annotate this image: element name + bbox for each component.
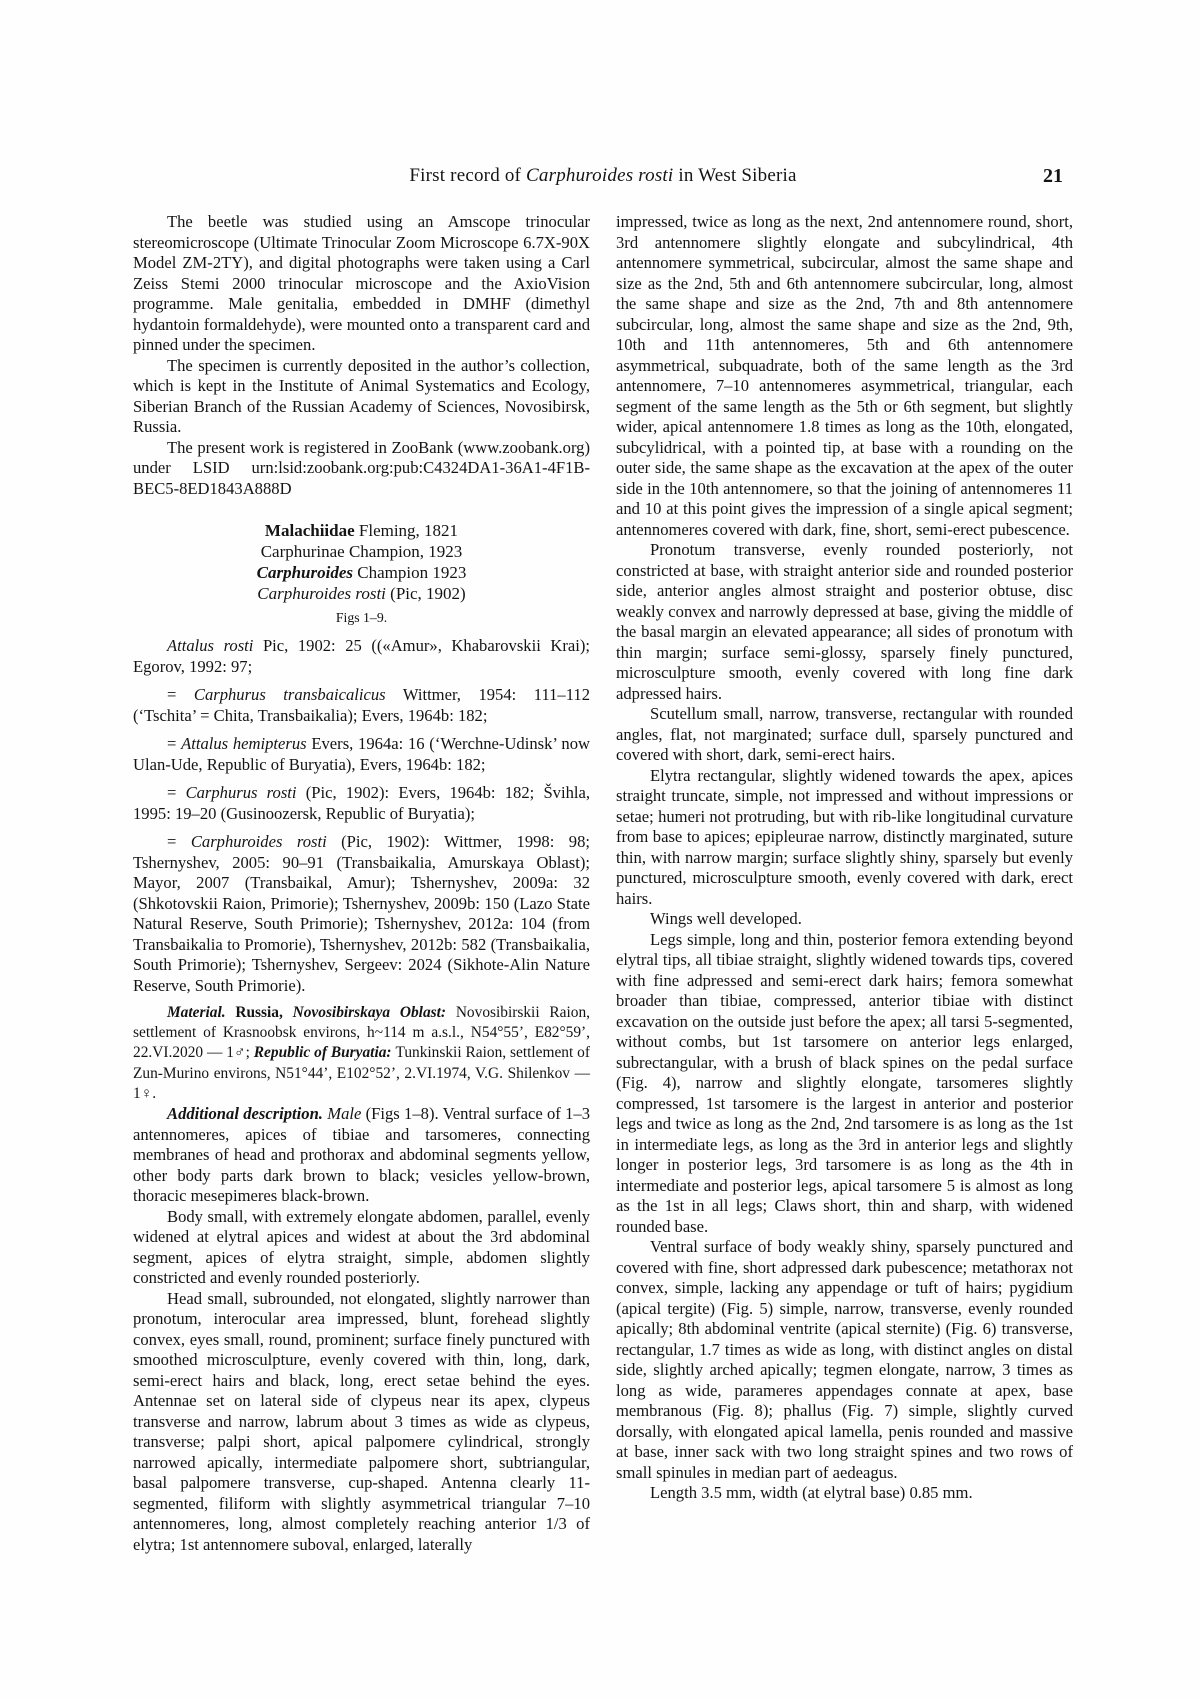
genus-name: Carphuroides — [256, 563, 354, 582]
species-heading — [133, 583, 590, 604]
description-paragraph: Pronotum transverse, evenly rounded posteriorly, not constricted at base, with straight anterior side and rounded posterior side, anterior angles almost straight and posterior obtuse, disc weakly convex and narrowly depressed at base, giving the middle of the basal margin an elevated appearance; all sides of pronotum with thin margin; surface semi-glossy, sparsely finely punctured, microsculpture smooth, evenly covered with long fine dark adpressed hairs. — [616, 540, 1073, 703]
synonymy-entry: = Attalus hemipterus Evers, 1964a: 16 (‘Werchne-Udinsk’ now Ulan-Ude, Republic of Buryatia), Evers, 1964b: 182; — [133, 734, 590, 774]
species-author: (Pic, 1902) — [385, 584, 466, 603]
synonym-name: Carphurus transbaicalicus — [193, 685, 386, 704]
running-title-species: Carphuroides rosti — [526, 165, 674, 186]
description-paragraph: Body small, with extremely elongate abdomen, parallel, evenly widened at elytral apices and widest at about the 3rd abdominal segment, apices of elytra straight, simple, abdomen slightly constricted and evenly rounded posteriorly. — [133, 1206, 590, 1288]
description-paragraph: Elytra rectangular, slightly widened towards the apex, apices straight truncate, simple, not impressed and without impressions or setae; humeri not protruding, but with rib-like longitudinal curvature from base to apices; epipleurae narrow, distinctly marginated, suture thin, with narrow margin; surface slightly shiny, sparsely but evenly punctured, microsculpture smooth, evenly covered with dark, erect hairs. — [616, 765, 1073, 908]
subfamily-heading: Carphurinae Champion, 1923 — [260, 542, 463, 561]
synonym-name: Carphuroides rosti — [190, 832, 327, 851]
synonymy-entry: = Carphurus transbaicalicus Wittmer, 1954: 111–112 (‘Tschita’ = Chita, Transbaikalia); Evers, 1964b: 182; — [133, 685, 590, 725]
running-title-prefix: First record of — [409, 165, 527, 186]
page-number: 21 — [1043, 165, 1063, 187]
family-name: Malachiidae — [264, 521, 355, 540]
synonym-citation: (Pic, 1902): Wittmer, 1998: 98; Tshernyshev, 2005: 90–91 (Transbaikalia, Amurskaya Oblast); Mayor, 2007 (Transbaikal, Amur); Tshernyshev, 2009a: 32 (Shkotovskii Raion, Primorie); Tshernyshev, 2009b: 150 (Lazo State Natural Reserve, South Primorie); Tshernyshev, 2012a: 104 (from Transbaikalia to Promorie), Tshernyshev, 2012b: 582 (Transbaikalia, South Primorie); Tshernyshev, Sergeev: 2024 (Sikhote-Alin Nature Reserve, South Primorie). — [133, 832, 590, 995]
running-title-suffix: in West Siberia — [673, 165, 797, 186]
description-paragraph-continued: impressed, twice as long as the next, 2nd antennomere round, short, 3rd antennomere slightly elongate and subcylindrical, 4th antennomere symmetrical, subcircular, almost the same shape and size as the 2nd, 5th and 6th antennomere subcircular, long, almost the same shape and size as the 2nd, 7th and 8th antennomere subcircular, long, almost the same shape and size as the 2nd, 9th, 10th and 11th antennomeres, 5th and 6th antennomere asymmetrical, subquadrate, both of the same length as the 3rd antennomere, 7–10 antennomeres asymmetrical, triangular, each segment of the same length as the 5th or 6th segment, but slightly wider, apical antennomere 1.8 times as long as the 10th, elongated, subcylidrical, with a pointed tip, at base with a rounding on the outer side, the same shape as the excavation at the apex of the outer side in the 10th antennomere, so that the joining of antennomeres 11 and 10 at this point gives the impression of a single apical segment; antennomeres covered with dark, fine, short, semi-erect pubescence. — [616, 212, 1073, 539]
material-region: Republic of Buryatia: — [253, 1044, 396, 1062]
family-heading — [133, 520, 590, 541]
additional-description-label: Additional description. — [167, 1104, 328, 1124]
taxonomy-heading-block — [133, 520, 590, 628]
synonym-citation: Pic, 1902: 25 ((«Amur», Khabarovskii Krai); Egorov, 1992: 97; — [133, 636, 590, 676]
material-record: Novosibirskii Raion, settlement of Krasnoobsk environs, h~114 m a.s.l., N54°55’, E82°59’, 22.VI.2020 — 1♂; — [133, 1004, 590, 1062]
running-header — [133, 163, 1073, 189]
synonym-citation: (Pic, 1902): Evers, 1964b: 182; Švihla, 1995: 19–20 (Gusinoozersk, Republic of Buryatia); — [133, 783, 590, 823]
right-column — [616, 212, 1073, 1555]
material-label: Material. — [167, 1004, 236, 1021]
material-country: Russia, — [235, 1004, 293, 1021]
additional-description-paragraph — [133, 1104, 590, 1207]
material-paragraph — [133, 1003, 590, 1104]
additional-description-text: (Figs 1–8). Ventral surface of 1–3 antennomeres, apices of tibiae and tarsomeres, connecting membranes of head and prothorax and abdominal segments yellow, other body parts dark brown to black; vesicles yellow-brown, thoracic mesepimeres black-brown. — [133, 1104, 590, 1206]
synonymy-entry: = Carphurus rosti (Pic, 1902): Evers, 1964b: 182; Švihla, 1995: 19–20 (Gusinoozersk, Republic of Buryatia); — [133, 783, 590, 823]
methods-paragraph: The beetle was studied using an Amscope trinocular stereomicroscope (Ultimate Trinocular Zoom Microscope 6.7X-90X Model ZM-2TY), and digital photographs were taken using a Carl Zeiss Stemi 2000 trinocular microscope and the AxioVision programme. Male genitalia, embedded in DMHF (dimethyl hydantoin formaldehyde), were mounted onto a transparent card and pinned under the specimen. — [133, 212, 590, 354]
figures-reference: Figs 1–9. — [335, 610, 388, 625]
synonym-name: Carphurus rosti — [185, 783, 297, 802]
genus-author: Champion 1923 — [353, 563, 467, 582]
synonym-name: Attalus hemipterus — [181, 734, 307, 753]
synonymy-entry — [133, 636, 590, 677]
synonymy-entry: = Carphuroides rosti (Pic, 1902): Wittmer, 1998: 98; Tshernyshev, 2005: 90–91 (Transbaikalia, Amurskaya Oblast); Mayor, 2007 (Transbaikal, Amur); Tshernyshev, 2009a: 32 (Shkotovskii Raion, Primorie); Tshernyshev, 2009b: 150 (Lazo State Natural Reserve, South Primorie); Tshernyshev, 2012a: 104 (from Transbaikalia to Promorie), Tshernyshev, 2012b: 582 (Transbaikalia, South Primorie); Tshernyshev, Sergeev: 2024 (Sikhote-Alin Nature Reserve, South Primorie). — [133, 832, 590, 995]
description-paragraph: Wings well developed. — [650, 909, 802, 928]
synonym-name: Attalus rosti — [167, 636, 254, 655]
description-paragraph: Ventral surface of body weakly shiny, sparsely punctured and covered with fine, short adpressed dark pubescence; metathorax not convex, simple, lacking any appendage or tuft of hairs; pygidium (apical tergite) (Fig. 5) simple, narrow, transverse, evenly rounded apically; 8th abdominal ventrite (apical sternite) (Fig. 6) transverse, rectangular, 1.7 times as wide as long, with distinct angles on distal side, slightly arched apically; tegmen elongate, narrow, 3 times as long as wide, parameres appendages connate at apex, base membranous (Fig. 8); phallus (Fig. 7) simple, slightly curved dorsally, with elongated apical lamella, penis rounded and massive at base, inner sack with two long straight spines and two rows of small spinules in median part of aedeagus. — [616, 1237, 1073, 1482]
zoobank-paragraph: The present work is registered in ZooBank (www.zoobank.org) under LSID urn:lsid:zoobank.org:pub:C4324DA1-36A1-4F1B-BEC5-8ED1843A888D — [133, 437, 590, 498]
sex-label: Male — [327, 1104, 362, 1124]
two-column-body — [133, 212, 1073, 1555]
measurements-paragraph: Length 3.5 mm, width (at elytral base) 0.85 mm. — [650, 1483, 973, 1502]
deposition-paragraph: The specimen is currently deposited in the author’s collection, which is kept in the Institute of Animal Systematics and Ecology, Siberian Branch of the Russian Academy of Sciences, Novosibirsk, Russia. — [133, 355, 590, 436]
family-author: Fleming, 1821 — [354, 521, 459, 540]
description-paragraph: Legs simple, long and thin, posterior femora extending beyond elytral tips, all tibiae straight, slightly widened towards tips, covered with fine adpressed and semi-erect dark hairs; femora somewhat broader than tibiae, compressed, anterior tibiae with distinct excavation on the outside just before the apex; all tarsi 5-segmented, without combs, but 1st tarsomere on anterior legs enlarged, subrectangular, with a brush of black spines on the pedal surface (Fig. 4), narrow and slightly elongate, tarsomeres slightly compressed, 1st tarsomere is the largest in anterior and posterior legs and twice as long as the 2nd, 2nd tarsomere is as long as the 1st in intermediate legs, as long as the 3rd in anterior legs and slightly longer in posterior legs, 3rd tarsomere is as long as the 4th in intermediate and posterior legs, apical tarsomere 5 is almost as long as the 1st in all legs; Claws short, thin and sharp, with widened rounded base. — [616, 929, 1073, 1236]
synonym-citation: Evers, 1964a: 16 (‘Werchne-Udinsk’ now Ulan-Ude, Republic of Buryatia), Evers, 1964b: 182; — [133, 734, 590, 774]
species-name: Carphuroides rosti — [257, 584, 386, 603]
running-title — [133, 163, 1073, 189]
left-column — [133, 212, 590, 1555]
synonym-citation: Wittmer, 1954: 111–112 (‘Tschita’ = Chita, Transbaikalia); Evers, 1964b: 182; — [133, 685, 590, 725]
description-paragraph: Scutellum small, narrow, transverse, rectangular with rounded angles, flat, not marginated; surface dull, sparsely punctured and covered with short, dark, semi-erect hairs. — [616, 704, 1073, 764]
material-region: Novosibirskaya Oblast: — [292, 1004, 456, 1021]
genus-heading — [133, 562, 590, 583]
description-paragraph: Head small, subrounded, not elongated, slightly narrower than pronotum, interocular area impressed, blunt, forehead slightly convex, eyes small, round, prominent; surface finely punctured with smoothed microsculpture, evenly covered with thin, long, dark, semi-erect hairs and black, long, erect setae behind the eyes. Antennae set on lateral side of clypeus near its apex, clypeus transverse and narrow, labrum about 3 times as wide as clypeus, transverse; palpi short, apical palpomere cylindrical, strongly narrowed apically, intermediate palpomere short, subtriangular, basal palpomere transverse, cup-shaped. Antenna clearly 11-segmented, filiform with slightly asymmetrical triangular 7–10 antennomeres, long, almost completely reaching anterior 1/3 of elytra; 1st antennomere suboval, enlarged, laterally — [133, 1288, 590, 1554]
material-record: Tunkinskii Raion, settlement of Zun-Murino environs, N51°44’, E102°52’, 2.VI.1974, V.G. Shilenkov — 1♀. — [133, 1044, 590, 1102]
